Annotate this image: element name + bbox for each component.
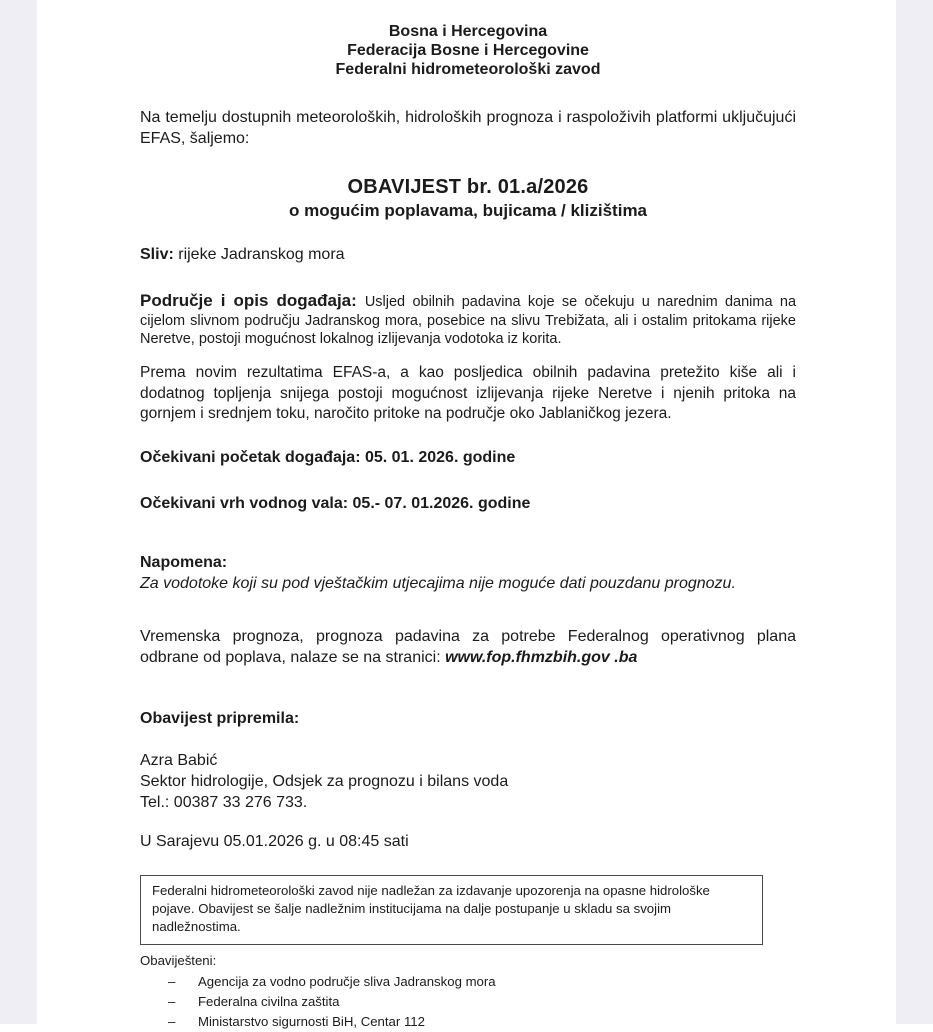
place-date-line: U Sarajevu 05.01.2026 g. u 08:45 sati bbox=[140, 832, 409, 850]
notified-item-text: Ministarstvo sigurnosti BiH, Centar 112 bbox=[198, 1013, 425, 1029]
dash-marker: – bbox=[168, 973, 176, 989]
prepared-by-label: Obavijest pripremila: bbox=[140, 709, 300, 727]
forecast-text: Vremenska prognoza, prognoza padavina za potrebe Federalnog operativnog plana odbrane od poplava, nalaze se na stranici: bbox=[140, 627, 796, 666]
letterhead-federation: Federacija Bosne i Hercegovine bbox=[347, 42, 589, 59]
forecast-paragraph bbox=[140, 626, 796, 668]
basin-label: Sliv: bbox=[140, 246, 174, 263]
area-description-paragraph bbox=[140, 292, 796, 349]
list-item bbox=[140, 1012, 796, 1032]
prepared-by-phone: Tel.: 00387 33 276 733. bbox=[140, 793, 308, 811]
notified-label: Obaviješteni: bbox=[140, 952, 217, 968]
basin-value: rijeke Jadranskog mora bbox=[173, 246, 345, 263]
area-description-label: Područje i opis događaja: bbox=[140, 291, 365, 310]
prepared-by-name: Azra Babić bbox=[140, 751, 218, 769]
expected-peak-line: Očekivani vrh vodnog vala: 05.- 07. 01.2026. godine bbox=[140, 494, 531, 512]
efas-paragraph: Prema novim rezultatima EFAS-a, a kao posljedica obilnih padavina pretežito kiše ali i dodatnog topljenja snijega postoji mogućnost izlijevanja rijeke Neretve i njenih pritoka na gornjem i srednjem toku, naročito pritoke na područje oko Jablaničkog jezera. bbox=[140, 364, 796, 422]
list-item bbox=[140, 972, 796, 992]
page-margin-right bbox=[896, 0, 933, 1024]
expected-start-line: Očekivani početak događaja: 05. 01. 2026. godine bbox=[140, 448, 516, 466]
notified-list bbox=[140, 972, 796, 1032]
document-page bbox=[140, 22, 796, 1032]
intro-paragraph: Na temelju dostupnih meteoroloških, hidroloških prognoza i raspoloživih platformi uključujući EFAS, šaljemo: bbox=[140, 109, 796, 147]
document-subtitle: o mogućim poplavama, bujicama / klizištima bbox=[288, 201, 648, 220]
note-text: Za vodotoke koji su pod vještačkim utjecajima nije moguće dati pouzdanu prognozu. bbox=[140, 574, 736, 592]
basin-line bbox=[140, 244, 796, 265]
document-title: OBAVIJEST br. 01.a/2026 bbox=[347, 176, 589, 198]
notified-item-text: Agencija za vodno područje sliva Jadranskog mora bbox=[198, 973, 496, 989]
prepared-by-block bbox=[140, 750, 796, 813]
disclaimer-box: Federalni hidrometeorološki zavod nije nadležan za izdavanje upozorenja na opasne hidrološke pojave. Obavijest se šalje nadležnim institucijama na dalje postupanje u skladu sa svojim nadležnostima. bbox=[140, 875, 763, 945]
dash-marker: – bbox=[168, 1013, 176, 1029]
letterhead-institution: Federalni hidrometeorološki zavod bbox=[335, 61, 601, 78]
prepared-by-department: Sektor hidrologije, Odsjek za prognozu i bilans voda bbox=[140, 772, 509, 790]
letterhead-country: Bosna i Hercegovina bbox=[388, 23, 548, 40]
note-label: Napomena: bbox=[140, 553, 228, 571]
notified-item-text: Federalna civilna zaštita bbox=[198, 993, 340, 1009]
dash-marker: – bbox=[168, 993, 176, 1009]
letterhead bbox=[140, 22, 796, 79]
page-margin-left bbox=[0, 0, 37, 1024]
list-item bbox=[140, 992, 796, 1012]
forecast-url: www.fop.fhmzbih.gov .ba bbox=[445, 648, 638, 666]
area-description-text: Usljed obilnih padavina koje se očekuju u narednim danima na cijelom slivnom području Jadranskog mora, posebice na slivu Trebižata, ali i ostalim pritokama rijeke Neretve, postoji mogućnost lokalnog izlijevanja vodotoka iz korita. bbox=[140, 294, 797, 347]
